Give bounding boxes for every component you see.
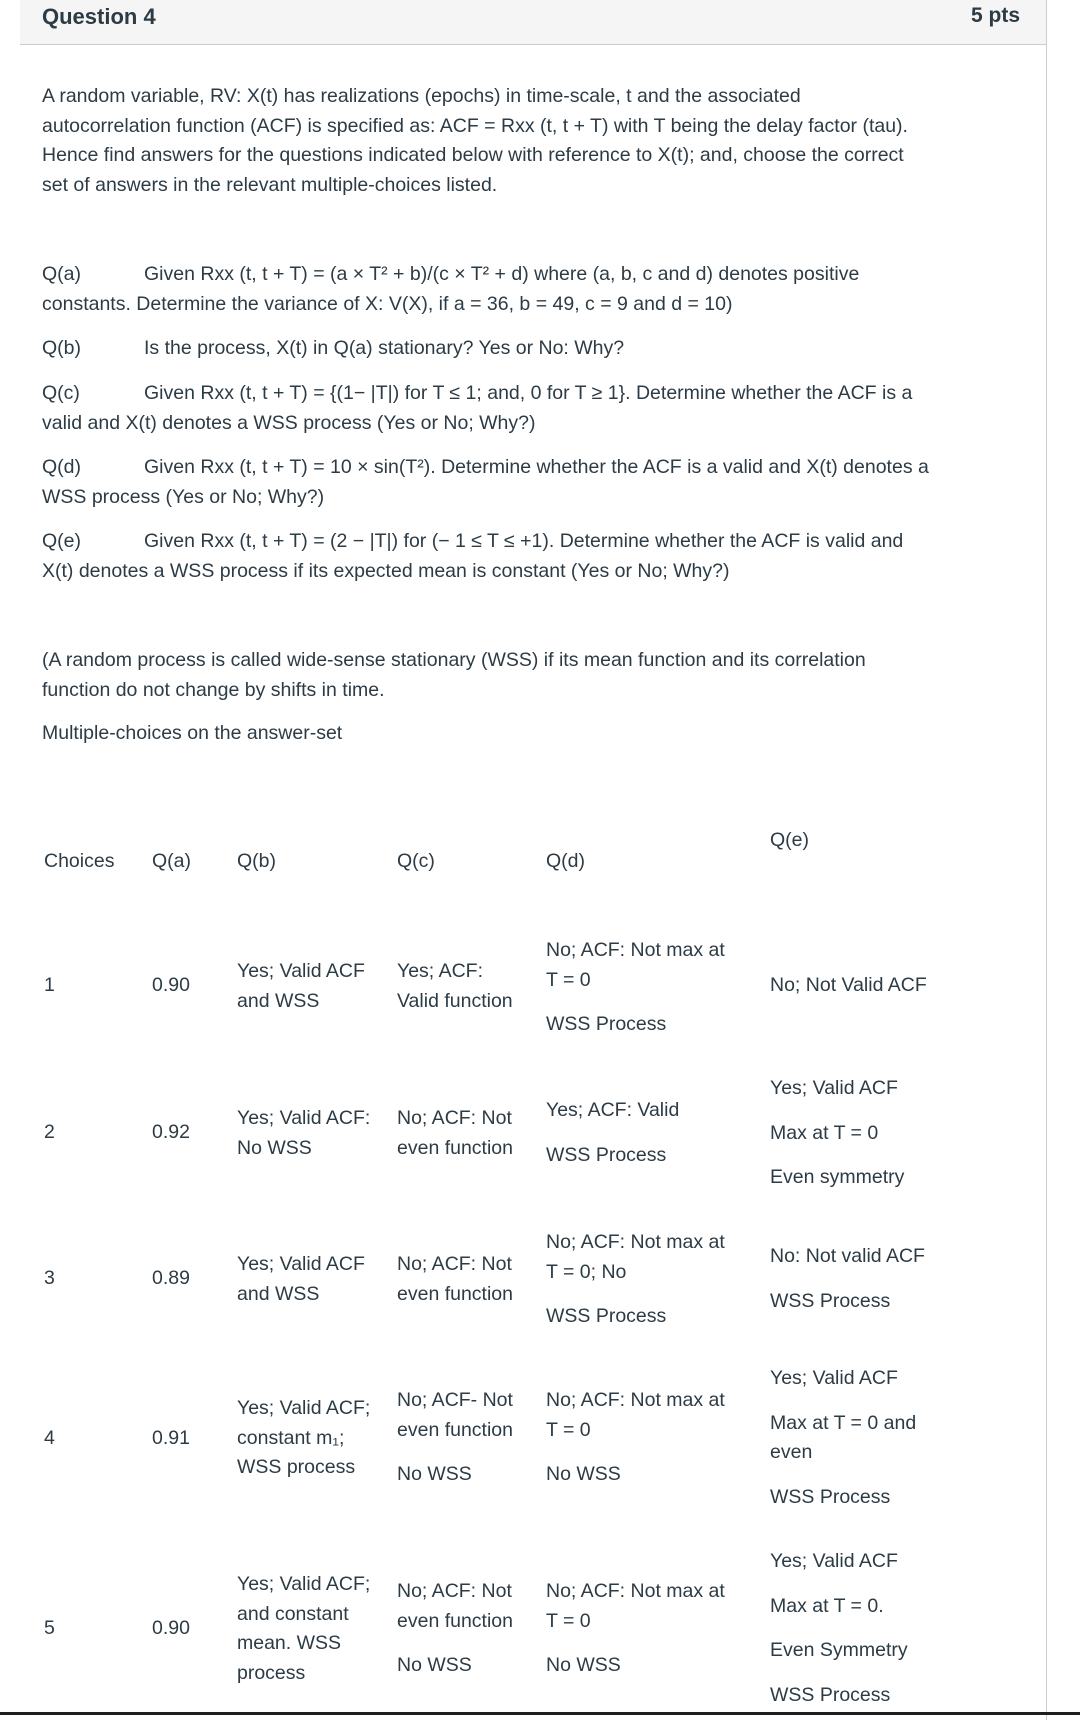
qa-answer: 0.91 xyxy=(152,1427,190,1449)
choice-number: 4 xyxy=(44,1427,55,1449)
qe-answer: Yes; Valid ACF Max at T = 0 Even symmetry xyxy=(770,1077,905,1188)
qc-answer: No; ACF: Not even function xyxy=(397,1107,514,1159)
qd-answer: No; ACF: Not max at T = 0 WSS Process xyxy=(546,939,725,1035)
intro-line: Hence find answers for the questions indicated below with reference to X(t); and, choose the correct xyxy=(42,144,904,166)
qe-answer: Yes; Valid ACF Max at T = 0 and even WSS Process xyxy=(770,1367,917,1508)
qd-answer: No; ACF: Not max at T = 0; No WSS Process xyxy=(546,1231,725,1327)
table-header-qe: Q(e) xyxy=(770,829,809,851)
note-line: (A random process is called wide-sense stationary (WSS) if its mean function and its correlation xyxy=(42,649,866,671)
subquestion-e xyxy=(42,527,1032,586)
qb-answer: Yes; Valid ACF and WSS xyxy=(237,960,365,1012)
subquestion-tag: Q(b) xyxy=(42,337,81,359)
subquestion-text: Given Rxx (t, t + T) = 10 × sin(T²). Determine whether the ACF is a valid and X(t) denotes a xyxy=(144,456,929,478)
qb-answer: Yes; Valid ACF; and constant mean. WSS process xyxy=(237,1573,371,1684)
qa-answer: 0.90 xyxy=(152,974,190,996)
content-right-border xyxy=(1046,0,1047,1720)
table-header-qd: Q(d) xyxy=(546,850,585,872)
qb-answer: Yes; Valid ACF: No WSS xyxy=(237,1107,371,1159)
question-points: 5 pts xyxy=(970,4,1020,27)
table-header-choices: Choices xyxy=(44,850,115,872)
bottom-divider xyxy=(0,1712,1080,1715)
subquestion-tag: Q(c) xyxy=(42,382,80,404)
note-line: function do not change by shifts in time. xyxy=(42,678,385,701)
qc-answer: No; ACF- Not even function No WSS xyxy=(397,1389,514,1485)
qc-answer: Yes; ACF: Valid function xyxy=(397,960,513,1012)
qb-answer: Yes; Valid ACF and WSS xyxy=(237,1253,365,1305)
question-title: Question 4 xyxy=(42,4,156,29)
qc-answer: No; ACF: Not even function xyxy=(397,1253,514,1305)
table-header-qa: Q(a) xyxy=(152,850,191,872)
question-intro xyxy=(42,82,1022,200)
question-header xyxy=(20,0,1046,45)
choice-number: 1 xyxy=(44,974,55,996)
qe-answer: Yes; Valid ACF Max at T = 0. Even Symmetry WSS Process xyxy=(770,1550,908,1706)
table-header-qb: Q(b) xyxy=(237,850,276,872)
qc-answer: No; ACF: Not even function No WSS xyxy=(397,1580,514,1676)
subquestion-text: Is the process, X(t) in Q(a) stationary? Yes or No: Why? xyxy=(144,337,625,359)
subquestion-text: X(t) denotes a WSS process if its expected mean is constant (Yes or No; Why?) xyxy=(42,559,730,582)
choice-number: 3 xyxy=(44,1267,55,1289)
subquestion-text: Given Rxx (t, t + T) = (a × T² + b)/(c × T² + d) where (a, b, c and d) denotes positive xyxy=(144,263,860,285)
wss-definition-note xyxy=(42,646,1022,705)
subquestion-tag: Q(d) xyxy=(42,456,81,478)
qa-answer: 0.92 xyxy=(152,1121,190,1143)
subquestion-d xyxy=(42,453,1032,512)
subquestion-text: valid and X(t) denotes a WSS process (Yes or No; Why?) xyxy=(42,411,536,434)
qa-answer: 0.89 xyxy=(152,1267,190,1289)
subquestion-text: Given Rxx (t, t + T) = (2 − |T|) for (− 1 ≤ T ≤ +1). Determine whether the ACF is valid and xyxy=(144,530,904,552)
qd-answer: No; ACF: Not max at T = 0 No WSS xyxy=(546,1389,725,1485)
subquestion-a xyxy=(42,260,1032,319)
subquestion-text: constants. Determine the variance of X: V(X), if a = 36, b = 49, c = 9 and d = 10) xyxy=(42,292,733,315)
subquestion-c xyxy=(42,379,1032,438)
qa-answer: 0.90 xyxy=(152,1617,190,1639)
subquestion-text: WSS process (Yes or No; Why?) xyxy=(42,485,325,508)
intro-line: A random variable, RV: X(t) has realizations (epochs) in time-scale, t and the associated xyxy=(42,85,801,107)
qb-answer: Yes; Valid ACF; constant m₁; WSS process xyxy=(237,1397,371,1478)
qd-answer: Yes; ACF: Valid WSS Process xyxy=(546,1099,680,1166)
subquestion-tag: Q(e) xyxy=(42,530,81,552)
subquestion-tag: Q(a) xyxy=(42,263,81,285)
intro-line: autocorrelation function (ACF) is specified as: ACF = Rxx (t, t + T) with T being the delay factor (tau). xyxy=(42,114,908,137)
choice-number: 2 xyxy=(44,1121,55,1143)
table-header-qc: Q(c) xyxy=(397,850,435,872)
subquestion-text: Given Rxx (t, t + T) = {(1− |T|) for T ≤ 1; and, 0 for T ≥ 1}. Determine whether the ACF is a xyxy=(144,382,913,404)
multiple-choice-label: Multiple-choices on the answer-set xyxy=(42,722,343,744)
qe-answer: No; Not Valid ACF xyxy=(770,974,927,996)
qe-answer: No: Not valid ACF WSS Process xyxy=(770,1245,925,1312)
intro-line: set of answers in the relevant multiple-choices listed. xyxy=(42,173,498,196)
subquestion-b xyxy=(42,334,1032,364)
choice-number: 5 xyxy=(44,1617,55,1639)
qd-answer: No; ACF: Not max at T = 0 No WSS xyxy=(546,1580,725,1676)
